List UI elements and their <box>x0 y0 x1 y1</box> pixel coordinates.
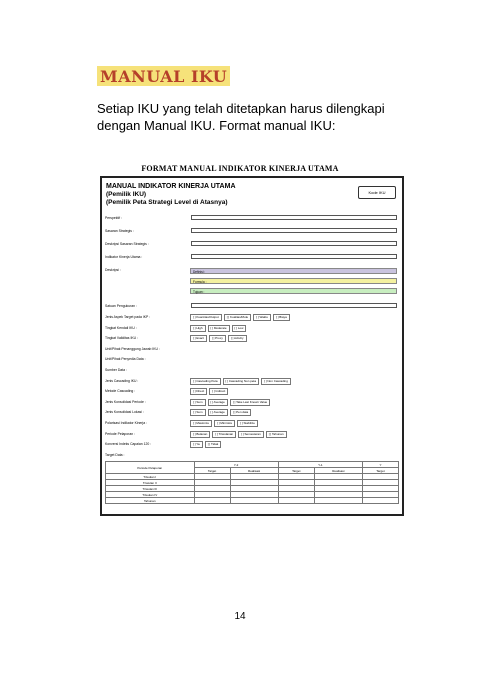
field-line <box>191 303 397 308</box>
table-cell <box>362 498 398 504</box>
option-group <box>190 314 290 321</box>
table-col-header: Realisasi <box>230 468 278 474</box>
table-cell <box>194 498 230 504</box>
manual-iku-form <box>100 176 404 516</box>
field-label: Konversi Indeks Capaian 120 : <box>105 442 152 447</box>
table-col-header: Target <box>362 468 398 474</box>
field-label: Jenis Konsolidasi Periode : <box>105 399 146 404</box>
field-label: Sasaran Strategis : <box>105 229 134 233</box>
definition-box: Definisi : <box>190 268 397 274</box>
field-line <box>191 241 397 246</box>
field-label: Jenis Konsolidasi Lokasi : <box>105 410 144 415</box>
field-label: Unit/Pihak Penyedia Data : <box>105 357 146 362</box>
option-checkbox: [ ] Low <box>232 325 247 332</box>
page-number: 14 <box>234 611 246 622</box>
field-label: Jenis Cascading IKU : <box>105 378 139 383</box>
option-checkbox: [ ] Minimize <box>214 420 235 427</box>
form-title-owner: (Pemilik IKU) <box>106 191 147 198</box>
option-checkbox: [ ] Sum <box>190 409 206 416</box>
field-line <box>191 215 397 220</box>
table-cell <box>314 498 362 504</box>
field-label: Target Data : <box>105 452 125 457</box>
field-line <box>191 228 397 233</box>
option-checkbox: [ ] Maximize <box>190 420 212 427</box>
definition-box: Formula : <box>190 278 397 284</box>
option-checkbox: [ ] Cascading Peta <box>190 378 221 385</box>
option-checkbox: [ ] Indirect <box>209 388 228 395</box>
option-checkbox: [ ] Average <box>208 409 228 416</box>
intro-text: Setiap IKU yang telah ditetapkan harus dilengkapi dengan Manual IKU. Format manual IKU: <box>97 101 385 133</box>
table-cell <box>230 498 278 504</box>
table-row-label: Tahunan <box>106 498 195 504</box>
field-line <box>191 254 397 259</box>
field-label: Deskripsi : <box>105 268 121 272</box>
option-checkbox: [ ] Pen data <box>230 409 251 416</box>
kode-iku-box: Kode IKU <box>358 186 396 199</box>
option-checkbox: [ ] Activity <box>228 335 247 342</box>
option-checkbox: [ ] Direct <box>190 388 207 395</box>
table-row-label: Triwulan II <box>106 480 195 486</box>
field-label: Unit/Pihak Penanggung Jawab IKU : <box>105 346 160 351</box>
option-group <box>190 325 246 332</box>
field-label: Tingkat Validitas IKU : <box>105 336 138 341</box>
table-year: Y <box>362 462 398 468</box>
option-checkbox: [ ] Semesteran <box>238 431 264 438</box>
form-title-main: MANUAL INDIKATOR KINERJA UTAMA <box>106 183 236 190</box>
option-checkbox: [ ] Bulanan <box>190 431 210 438</box>
option-checkbox: [ ] Tahunan <box>266 431 287 438</box>
field-label: Tingkat Kendali IKU : <box>105 325 137 330</box>
option-group <box>190 431 287 438</box>
field-label: Jenis Aspek Target pada IKP : <box>105 315 151 319</box>
table-col-header: Target <box>194 468 230 474</box>
field-label: Polarisasi Indikator Kinerja : <box>105 421 148 425</box>
option-group <box>190 378 291 385</box>
heading: MANUAL IKU <box>97 66 230 86</box>
option-group <box>190 441 221 448</box>
option-checkbox: [ ] Kuantitas/Output <box>190 314 222 321</box>
field-label: Periode Pelaporan : <box>105 431 135 436</box>
option-group <box>190 399 270 406</box>
form-title <box>106 183 236 207</box>
table-row-label: Triwulan IV <box>106 492 195 498</box>
table-cell: Periode Pelaporan <box>106 462 195 474</box>
option-checkbox: [ ] Proxy <box>209 335 226 342</box>
option-group <box>190 335 247 342</box>
option-checkbox: [ ] Tidak <box>205 441 222 448</box>
field-label: Perspektif : <box>105 216 122 220</box>
field-label: Indikator Kinerja Utama : <box>105 255 143 259</box>
option-checkbox: [ ] Kualitas/Mutu <box>224 314 252 321</box>
field-label: Metode Cascading : <box>105 389 136 394</box>
option-checkbox: [ ] Sum <box>190 399 206 406</box>
definition-box: Tujuan : <box>190 288 397 294</box>
option-checkbox: [ ] Ya <box>190 441 203 448</box>
table-col-header: Target <box>278 468 314 474</box>
option-checkbox: [ ] Take Last Known Value <box>230 399 270 406</box>
table-col-header: Realisasi <box>314 468 362 474</box>
table-row-label: Triwulan I <box>106 474 195 480</box>
form-title-parent: (Pemilik Peta Strategi Level di Atasnya) <box>106 199 228 206</box>
option-checkbox: [ ] Biaya <box>273 314 290 321</box>
table-cell <box>278 498 314 504</box>
option-group <box>190 409 251 416</box>
option-checkbox: [ ] Stabilize <box>237 420 258 427</box>
field-label: Sumber Data : <box>105 368 127 372</box>
figure-title: FORMAT MANUAL INDIKATOR KINERJA UTAMA <box>141 164 339 173</box>
table-year: Y-1 <box>278 462 362 468</box>
option-checkbox: [ ] Exact <box>190 335 207 342</box>
option-checkbox: [ ] Moderate <box>208 325 230 332</box>
field-label: Satuan Pengukuran : <box>105 304 137 308</box>
option-checkbox: [ ] Waktu <box>253 314 271 321</box>
option-group <box>190 420 258 427</box>
option-checkbox: [ ] Average <box>208 399 228 406</box>
table-year: Y-2 <box>194 462 278 468</box>
field-label: Deskripsi Sasaran Strategis : <box>105 242 149 246</box>
option-checkbox: [ ] High <box>190 325 206 332</box>
option-checkbox: [ ] Cascading Non peta <box>223 378 260 385</box>
option-group <box>190 388 228 395</box>
table-row-label: Triwulan III <box>106 486 195 492</box>
option-checkbox: [ ] Non Cascading <box>261 378 291 385</box>
target-table <box>105 461 399 504</box>
option-checkbox: [ ] Triwulanan <box>212 431 236 438</box>
